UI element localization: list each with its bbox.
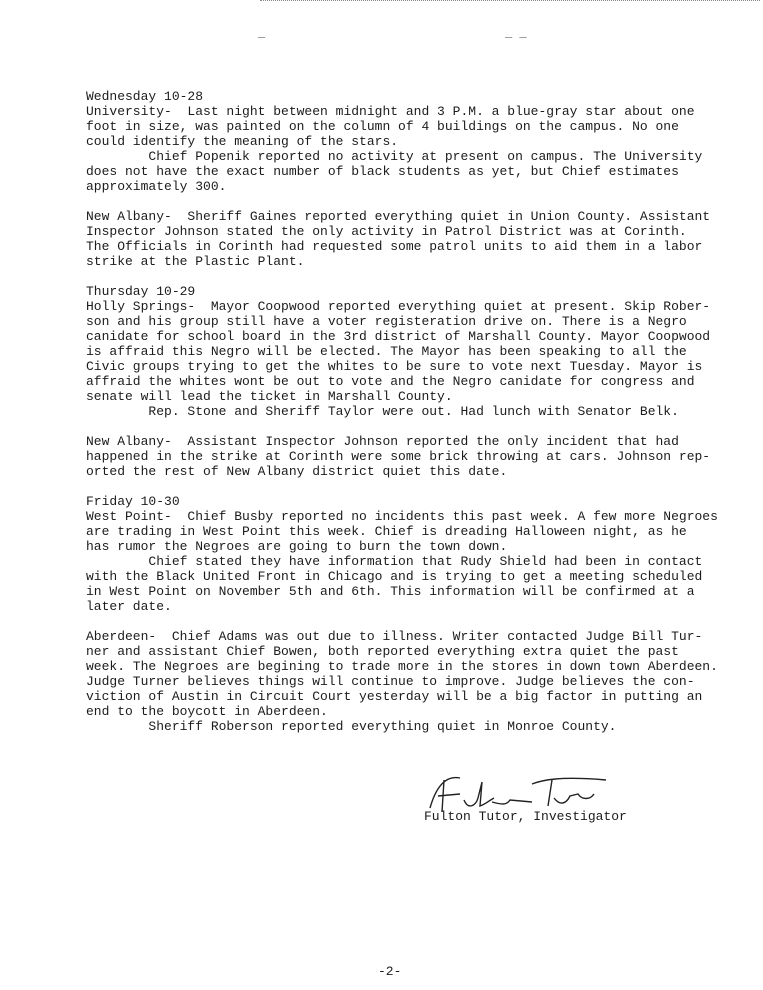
text-line: does not have the exact number of black students as yet, but Chief estimates (86, 164, 679, 179)
text-line: has rumor the Negroes are going to burn the town down. (86, 539, 508, 554)
section-new-albany-2 (86, 434, 711, 479)
text-line: happened in the strike at Corinth were some brick throwing at cars. Johnson rep- (86, 449, 711, 464)
text-line: in West Point on November 5th and 6th. This information will be confirmed at a (86, 584, 695, 599)
section-aberdeen (86, 629, 718, 734)
text-line: foot in size, was painted on the column of 4 buildings on the campus. No one (86, 119, 679, 134)
text-line: Sheriff Roberson reported everything quiet in Monroe County. (86, 719, 617, 734)
text-line: later date. (86, 599, 172, 614)
text-line: Inspector Johnson stated the only activity in Patrol District was at Corinth. (86, 224, 687, 239)
top-edge-rule (260, 0, 760, 1)
text-line: Judge Turner believes things will continue to improve. Judge believes the con- (86, 674, 695, 689)
text-line: approximately 300. (86, 179, 227, 194)
text-line: The Officials in Corinth had requested some patrol units to aid them in a labor (86, 239, 703, 254)
text-line: Civic groups trying to get the whites to be sure to vote next Tuesday. Mayor is (86, 359, 703, 374)
text-line: with the Black United Front in Chicago and is trying to get a meeting scheduled (86, 569, 703, 584)
text-line: affraid the whites wont be out to vote and the Negro canidate for congress and (86, 374, 695, 389)
text-line: West Point- Chief Busby reported no incidents this past week. A few more Negroes (86, 509, 718, 524)
text-line: New Albany- Assistant Inspector Johnson reported the only incident that had (86, 434, 679, 449)
signature-name: Fulton Tutor, Investigator (424, 809, 627, 824)
section-thursday (86, 284, 711, 419)
section-new-albany-1 (86, 209, 711, 269)
header-mark-left: ‾ (258, 36, 266, 50)
text-line: Rep. Stone and Sheriff Taylor were out. Had lunch with Senator Belk. (86, 404, 679, 419)
text-line: University- Last night between midnight and 3 P.M. a blue-gray star about one (86, 104, 695, 119)
text-line: Chief stated they have information that Rudy Shield had been in contact (86, 554, 703, 569)
text-line: strike at the Plastic Plant. (86, 254, 305, 269)
text-line: New Albany- Sheriff Gaines reported everything quiet in Union County. Assistant (86, 209, 711, 224)
text-line: is affraid this Negro will be elected. The Mayor has been speaking to all the (86, 344, 687, 359)
text-line: are trading in West Point this week. Chief is dreading Halloween night, as he (86, 524, 687, 539)
text-line: canidate for school board in the 3rd district of Marshall County. Mayor Coopwood (86, 329, 711, 344)
text-line: orted the rest of New Albany district quiet this date. (86, 464, 508, 479)
section-heading: Wednesday 10-28 (86, 89, 204, 104)
page-number: -2- (378, 964, 402, 979)
text-line: Holly Springs- Mayor Coopwood reported everything quiet at present. Skip Rober- (86, 299, 711, 314)
text-line: end to the boycott in Aberdeen. (86, 704, 328, 719)
text-line: could identify the meaning of the stars. (86, 134, 399, 149)
text-line: viction of Austin in Circuit Court yesterday will be a big factor in putting an (86, 689, 703, 704)
text-line: Aberdeen- Chief Adams was out due to illness. Writer contacted Judge Bill Tur- (86, 629, 703, 644)
text-line: Chief Popenik reported no activity at present on campus. The University (86, 149, 703, 164)
text-line: week. The Negroes are begining to trade more in the stores in down town Aberdeen. (86, 659, 718, 674)
text-line: ner and assistant Chief Bowen, both reported everything extra quiet the past (86, 644, 679, 659)
section-wednesday (86, 89, 703, 194)
section-friday (86, 494, 718, 614)
text-line: senate will lead the ticket in Marshall County. (86, 389, 453, 404)
text-line: son and his group still have a voter registeration drive on. There is a Negro (86, 314, 687, 329)
section-heading: Friday 10-30 (86, 494, 180, 509)
header-mark-right: ‾ ‾ (505, 36, 527, 50)
report-body (86, 89, 718, 749)
section-heading: Thursday 10-29 (86, 284, 196, 299)
